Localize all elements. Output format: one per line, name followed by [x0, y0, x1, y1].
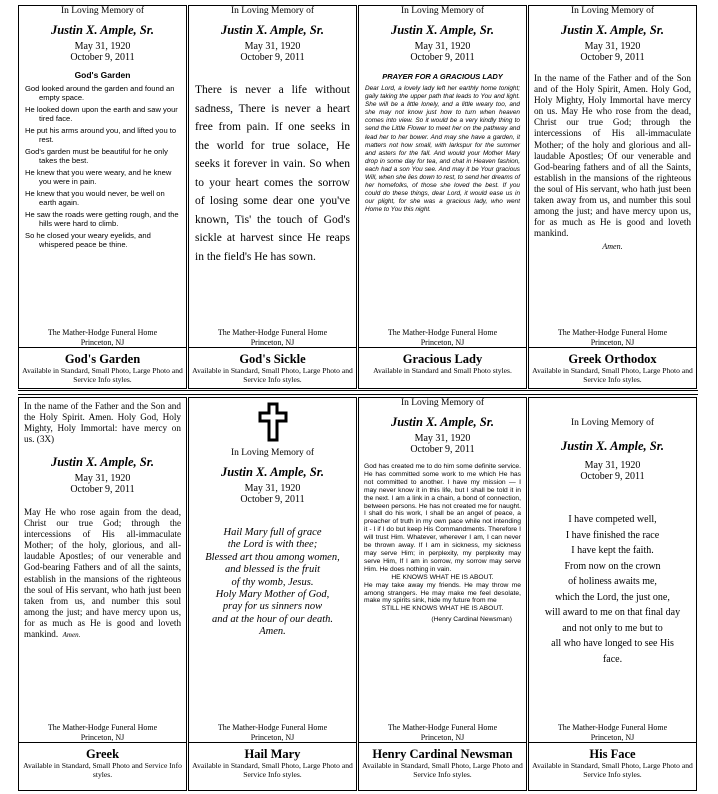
death-date: October 9, 2011 [580, 52, 645, 63]
birth-date: May 31, 1920 [414, 433, 471, 444]
card-caption [359, 352, 526, 375]
poem [19, 84, 186, 249]
funeral-home-name: The Mather-Hodge Funeral Home [387, 328, 498, 337]
card-availability: Available in Standard, Small Photo, Large Photo and Service Info styles. [192, 761, 353, 779]
death-date: October 9, 2011 [240, 494, 305, 505]
card-preview [359, 6, 526, 348]
poem-line: God looked around the garden and found an empty space. [25, 84, 175, 102]
funeral-home [359, 723, 526, 742]
meditation-credit: (Henry Cardinal Newsman) [431, 616, 512, 624]
funeral-home-name: The Mather-Hodge Funeral Home [217, 328, 328, 337]
memory-heading: In Loving Memory of [570, 6, 655, 16]
card-caption [529, 352, 696, 384]
card-title[interactable]: God's Sickle [239, 352, 306, 366]
verse-line: which the Lord, the just one, [555, 591, 670, 603]
poem-line: He knew that you would never, be well on earth again. [25, 189, 165, 207]
prayer-line: and at the hour of our death. [211, 613, 334, 625]
prayer-body: May He who rose again from the dead, Christ our true God; through the intercessions of His all-immaculate Mother; of the holy, glorious, and all-laudable Apostles; of our venerable and God-bearing Fathers and of all the saints, establish in the mansions of the righteous the soul of His servant, who hath just been taken from us, and number this soul among the just; and have mercy upon us, for as much as He is good and loveth mankind. [24, 507, 181, 640]
card-gods-garden[interactable] [18, 5, 187, 389]
card-greek-orthodox[interactable] [528, 5, 697, 389]
funeral-home [19, 723, 186, 742]
card-preview [19, 398, 186, 743]
amen-text: Amen. [62, 631, 81, 640]
row-divider [18, 390, 698, 395]
funeral-home-name: The Mather-Hodge Funeral Home [47, 723, 158, 732]
deceased-name: Justin X. Ample, Sr. [220, 23, 325, 37]
death-date: October 9, 2011 [410, 444, 475, 455]
card-availability: Available in Standard, Small Photo, Large Photo and Service Info styles. [192, 366, 353, 384]
verse-line: will award to me on that final day [544, 607, 681, 618]
deceased-name: Justin X. Ample, Sr. [220, 465, 325, 479]
funeral-home-name: The Mather-Hodge Funeral Home [217, 723, 328, 732]
funeral-home-city: Princeton, NJ [80, 732, 125, 742]
deceased-name: Justin X. Ample, Sr. [560, 23, 665, 37]
funeral-home [189, 328, 356, 347]
funeral-home-name: The Mather-Hodge Funeral Home [387, 723, 498, 732]
card-preview [189, 398, 356, 743]
funeral-home [359, 328, 526, 347]
prayer-text: In the name of the Father and of the Son and of the Holy Spirit, Amen. Holy God, Holy Mighty, Holy Immortal have mercy on us. May He who rose from the dead, Christ our true God; through the intercessions of His all-immaculate Mother; of the holy and glorious and all-laudable Apostles; Of our venerable and God-bearing fathers and of all the Saints, establish in the mansions of the righteous the soul of His servant, who hath just been taken away from us, and number this soul among the just; and have mercy upon us, for as much as He is good and loveth mankind. [534, 73, 691, 239]
prayer-line: Amen. [259, 626, 286, 638]
death-date: October 9, 2011 [70, 52, 135, 63]
card-caption [529, 747, 696, 779]
card-title[interactable]: Gracious Lady [402, 352, 483, 366]
poem-line: So he closed your weary eyelids, and whispered peace be thine. [25, 231, 151, 249]
deceased-name: Justin X. Ample, Sr. [50, 23, 155, 37]
memory-heading: In Loving Memory of [230, 6, 315, 16]
card-preview [529, 398, 696, 743]
prayer-line: the Lord is with thee; [227, 539, 318, 551]
card-caption [19, 747, 186, 779]
prayer-card-catalog [18, 5, 698, 791]
cross-icon [258, 402, 288, 442]
poem-line: He put his arms around you, and lifted you to rest. [25, 126, 177, 144]
card-caption [359, 747, 526, 779]
funeral-home-city: Princeton, NJ [420, 337, 465, 347]
birth-date: May 31, 1920 [584, 41, 641, 52]
funeral-home [189, 723, 356, 742]
meditation-refrain: HE KNOWS WHAT HE IS ABOUT. [391, 573, 494, 581]
verse-line: I have finished the race [565, 529, 660, 541]
poem-line: He looked down upon the earth and saw your tired face. [25, 105, 178, 123]
death-date: October 9, 2011 [580, 471, 645, 482]
prayer-line: and blessed is the fruit [224, 564, 321, 576]
card-availability: Available in Standard, Small Photo, Large Photo and Service Info styles. [22, 366, 183, 384]
memory-heading: In Loving Memory of [230, 448, 315, 458]
card-title[interactable]: His Face [589, 747, 636, 761]
poem-title: God's Garden [74, 70, 131, 80]
meditation-refrain: STILL HE KNOWS WHAT HE IS ABOUT. [381, 605, 504, 613]
funeral-home-name: The Mather-Hodge Funeral Home [47, 328, 158, 337]
card-availability: Available in Standard and Small Photo styles. [373, 366, 512, 375]
card-preview [19, 6, 186, 348]
funeral-home-name: The Mather-Hodge Funeral Home [557, 328, 668, 337]
death-date: October 9, 2011 [70, 484, 135, 495]
prayer-line: Blessed art thou among women, [205, 551, 340, 563]
verse-text: There is never a life without sadness, There is never a heart free from pain. If one seeks in the world for true solace, He seeks it forever in vain. So when to your heart comes the sorrow of losing some dear one you've known, Tis' the touch of God's sickle at harvest since He reaps in the field's He has sown. [195, 84, 350, 263]
verse-line: face. [602, 653, 623, 665]
amen-text: Amen. [602, 242, 623, 252]
prayer-title: PRAYER FOR A GRACIOUS LADY [382, 72, 503, 81]
card-henry-cardinal-newsman[interactable] [358, 397, 527, 791]
funeral-home-name: The Mather-Hodge Funeral Home [557, 723, 668, 732]
deceased-name: Justin X. Ample, Sr. [560, 439, 665, 453]
deceased-name: Justin X. Ample, Sr. [50, 455, 155, 469]
funeral-home-city: Princeton, NJ [250, 337, 295, 347]
funeral-home-city: Princeton, NJ [590, 337, 635, 347]
catalog-row-2 [18, 397, 698, 791]
prayer-line: Hail Mary full of grace [223, 527, 322, 538]
card-availability: Available in Standard, Small Photo, Large Photo and Service Info styles. [532, 761, 693, 779]
funeral-home-city: Princeton, NJ [590, 732, 635, 742]
funeral-home [19, 328, 186, 347]
birth-date: May 31, 1920 [244, 41, 301, 52]
birth-date: May 31, 1920 [244, 483, 301, 494]
funeral-home [529, 328, 696, 347]
card-hail-mary[interactable] [188, 397, 357, 791]
death-date: October 9, 2011 [410, 52, 475, 63]
card-preview [189, 6, 356, 348]
death-date: October 9, 2011 [240, 52, 305, 63]
poem-line: God's garden must be beautiful for he only takes the best. [25, 147, 168, 165]
card-title[interactable]: Henry Cardinal Newsman [372, 747, 513, 761]
card-title[interactable]: God's Garden [64, 352, 141, 366]
poem-line: He saw the roads were getting rough, and the hills were hard to climb. [25, 210, 179, 228]
prayer-opening: In the name of the Father and the Son and the Holy Spirit. Amen. Holy God, Holy Mighty, Holy Immortal: have mercy on us. (3X) [24, 401, 181, 444]
card-greek[interactable] [18, 397, 187, 791]
deceased-name: Justin X. Ample, Sr. [390, 23, 495, 37]
meditation-text [359, 463, 526, 613]
poem-line: He knew that you were weary, and he knew you were in pain. [25, 168, 172, 186]
verse-line: of holiness awaits me, [568, 576, 657, 587]
card-gods-sickle[interactable] [188, 5, 357, 389]
memory-heading: In Loving Memory of [400, 6, 485, 16]
card-preview [359, 398, 526, 743]
funeral-home-city: Princeton, NJ [420, 732, 465, 742]
deceased-name: Justin X. Ample, Sr. [390, 415, 495, 429]
birth-date: May 31, 1920 [74, 41, 131, 52]
birth-date: May 31, 1920 [74, 473, 131, 484]
card-caption [189, 747, 356, 779]
prayer-line: Holy Mary Mother of God, [215, 589, 330, 601]
card-preview [529, 6, 696, 348]
card-availability: Available in Standard, Small Photo, Large Photo and Service Info styles. [532, 366, 693, 384]
card-title[interactable]: Greek Orthodox [568, 352, 657, 366]
meditation-paragraph: He may take away my friends. He may throw me among strangers. He may make me feel desolate, make my spirits sink, hide my future from me [364, 581, 521, 605]
card-availability: Available in Standard, Small Photo and Service Info styles. [23, 761, 182, 779]
prayer-text [189, 527, 356, 639]
verse-line: From now on the crown [564, 560, 661, 572]
catalog-row-1 [18, 5, 698, 389]
verse-line: I have kept the faith. [571, 545, 654, 556]
birth-date: May 31, 1920 [414, 41, 471, 52]
verse-line: all who have longed to see His [551, 638, 674, 649]
verse-text [529, 512, 696, 667]
funeral-home-city: Princeton, NJ [250, 732, 295, 742]
memory-heading: In Loving Memory of [570, 418, 655, 428]
verse-line: I have competed well, [568, 514, 657, 525]
prayer-text [19, 507, 186, 641]
card-caption [19, 352, 186, 384]
meditation-paragraph: God has created me to do him some definite service. He has committed some work to me which He has not committed to another. I have my mission — I may never know it in this life, but I shall be told it in the next. I am a link in a chain, a bond of connection, between persons. He has not created me for naught. I shall do his work, I shall be an angel of peace, a preacher of truth in my own pace while not intending it - I if I do but keep His Commandments. Therefore I will trust Him. Whatever, wherever I am, I can never be thrown away. If I am in sickness, my sickness may serve Him; in perplexity, my perplexity may serve Him, If I am in sorrow, my sorrow may serve Him. He does nothing in vain. [364, 463, 521, 573]
funeral-home [529, 723, 696, 742]
verse-line: and not only to me but to [562, 622, 663, 634]
prayer-text: Dear Lord, a lovely lady left her earthly home tonight; gaily taking the upper path that leads to You and light. She will be a little lonely, and a little weary too, and she may not know just how to turn when heaven comes into view. So it would be a very kindly thing to send the Little Flower to meet her on the pathway and lead her to her bower. And may she have a garden, it matters not how small, with larkspur for the summer and asters for the fall. And would your Mother Mary drop in some day for tea, and chat in Heaven fashion, each had a son You see. And may it be Your gracious Will, when she lies down to rest, to send her dreams of her homefolks, of those she loved the best. If you could do these things, dear Lord, it would ease us in our plight, for she was a gracious lady, who went Home to You this night. [365, 85, 520, 214]
funeral-home-city: Princeton, NJ [80, 337, 125, 347]
card-his-face[interactable] [528, 397, 697, 791]
memory-heading: In Loving Memory of [400, 398, 485, 408]
prayer-line: pray for us sinners now [222, 601, 323, 613]
card-availability: Available in Standard, Small Photo, Large Photo and Service Info styles. [362, 761, 523, 779]
prayer-line: of thy womb, Jesus. [231, 576, 314, 588]
birth-date: May 31, 1920 [584, 460, 641, 471]
memory-heading: In Loving Memory of [60, 6, 145, 16]
card-title[interactable]: Hail Mary [244, 747, 301, 761]
card-title[interactable]: Greek [85, 747, 120, 761]
card-caption [189, 352, 356, 384]
card-gracious-lady[interactable] [358, 5, 527, 389]
